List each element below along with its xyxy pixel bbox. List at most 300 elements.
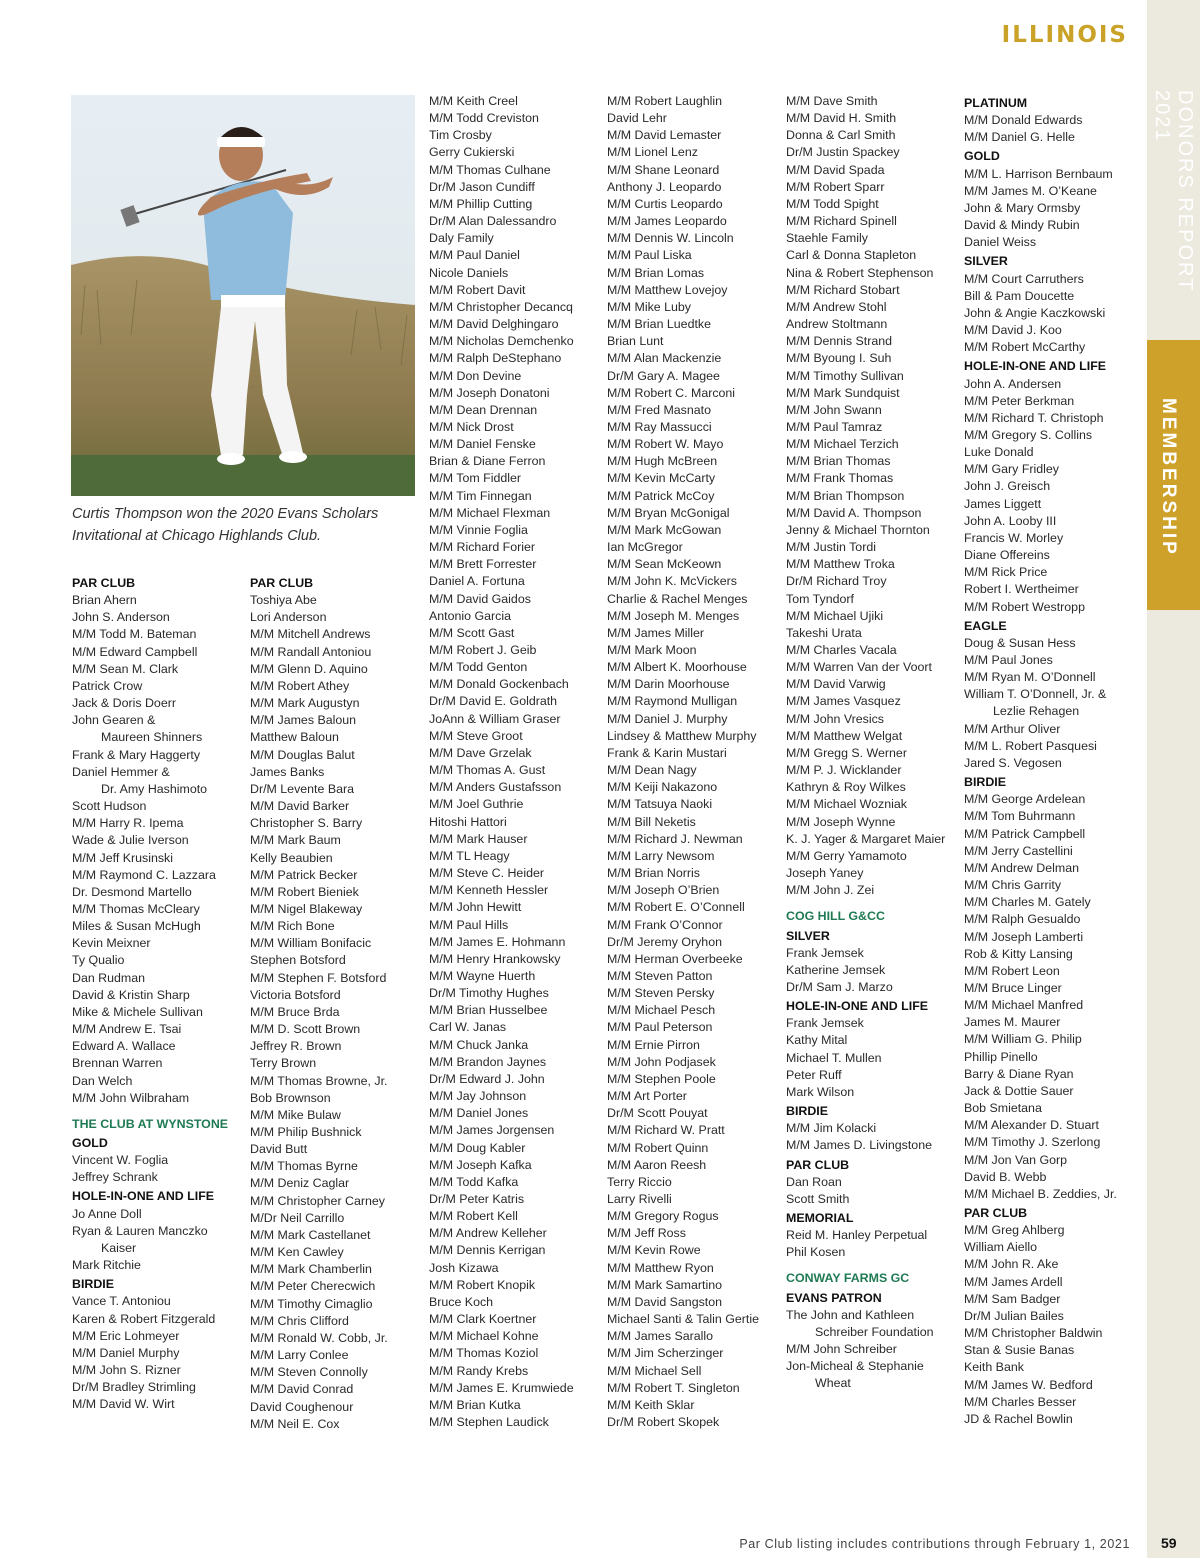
donor-name: M/M Bruce Linger: [964, 980, 1062, 995]
donor-name: John & Mary Ormsby: [964, 200, 1081, 215]
donor-name: M/M Robert Laughlin: [607, 94, 723, 108]
donor-name: M/M Daniel Fenske: [429, 437, 536, 452]
donor-name: M/M James E. Hohmann: [429, 934, 566, 949]
donor-name: Bruce Koch: [429, 1294, 494, 1309]
club-heading: COG HILL G&CC: [786, 909, 885, 924]
donor-name: Joseph Yaney: [786, 866, 864, 881]
level-heading: PAR CLUB: [72, 576, 136, 590]
donor-name: Kevin Meixner: [72, 936, 151, 951]
donor-name: Stephen Botsford: [250, 953, 346, 968]
donor-name: Dr/M David E. Goldrath: [429, 694, 558, 709]
donor-name: Takeshi Urata: [786, 625, 862, 640]
donor-name: Carl & Donna Stapleton: [786, 248, 917, 263]
donor-name: M/M Paul Liska: [607, 248, 692, 263]
donor-name: Mike & Michele Sullivan: [72, 1004, 203, 1019]
level-heading: SILVER: [786, 928, 830, 943]
level-heading: EAGLE: [964, 618, 1007, 633]
donor-name: M/M Paul Tamraz: [786, 419, 883, 434]
donor-name: M/M Thomas Koziol: [429, 1346, 539, 1361]
donor-name: M/M Michael Kohne: [429, 1329, 539, 1344]
donor-name: Victoria Botsford: [250, 987, 341, 1002]
donor-name: M/M Michael Flexman: [429, 505, 551, 520]
level-heading: BIRDIE: [964, 775, 1006, 790]
donor-name: M/M Chris Clifford: [250, 1313, 349, 1328]
donor-name: Diane Offereins: [964, 548, 1050, 563]
donor-name-continued: Kaiser: [101, 1240, 137, 1255]
donor-name: M/M Charles Vacala: [786, 643, 897, 657]
donor-name: Josh Kizawa: [429, 1260, 499, 1275]
donor-name: M/M Mark Chamberlin: [250, 1262, 372, 1277]
donor-name: M/M Sean McKeown: [607, 557, 722, 572]
donor-name: M/M D. Scott Brown: [250, 1022, 361, 1037]
donor-name: M/M Todd Creviston: [429, 111, 539, 126]
donor-name: M/M Keith Sklar: [607, 1397, 695, 1412]
donor-name: M/M Robert Knopik: [429, 1277, 536, 1292]
donor-name: M/M Neil E. Cox: [250, 1416, 340, 1431]
donor-name: M/M Ryan M. O’Donnell: [964, 670, 1096, 685]
donor-name: M/M James Vasquez: [786, 694, 901, 709]
donor-name: M/M Steve Groot: [429, 728, 523, 743]
donor-name: M/M Jeff Krusinski: [72, 850, 173, 865]
donor-name: Scott Hudson: [72, 799, 147, 814]
donor-name: Bob Brownson: [250, 1090, 331, 1105]
donor-name: M/M Joseph Kafka: [429, 1157, 532, 1172]
donor-name: Mark Ritchie: [72, 1258, 141, 1273]
donor-name: M/M Robert Kell: [429, 1209, 518, 1224]
donor-name: Bob Smietana: [964, 1101, 1042, 1116]
donor-name: M/M David Lemaster: [607, 128, 722, 143]
donor-name: Ty Qualio: [72, 953, 125, 968]
donor-name: M/M Donald Gockenbach: [429, 677, 569, 692]
donor-name: Larry Rivelli: [607, 1192, 672, 1206]
donor-name: M/M David Delghingaro: [429, 317, 559, 332]
donor-name: M/M Rich Bone: [250, 919, 335, 934]
donor-name: M/M Brian Thomas: [786, 454, 891, 469]
donor-name: M/M Robert Leon: [964, 963, 1060, 978]
donor-name: M/M Mark Hauser: [429, 831, 528, 846]
donor-name: Antonio Garcia: [429, 608, 511, 623]
donor-name: M/M Mark Augustyn: [250, 696, 360, 711]
donor-name: Ian McGregor: [607, 540, 683, 555]
donor-name: Kelly Beaubien: [250, 850, 333, 865]
donor-name: M/M Shane Leonard: [607, 162, 720, 177]
donor-name: M/M Brian Norris: [607, 866, 700, 881]
donor-name: M/M Bruce Brda: [250, 1004, 340, 1019]
donor-name: M/M Brian Luedtke: [607, 317, 711, 332]
donor-name: Jo Anne Doll: [72, 1206, 142, 1221]
donor-name: M/M Clark Koertner: [429, 1312, 537, 1327]
level-heading: BIRDIE: [72, 1277, 114, 1292]
donor-name: Dr/M Gary A. Magee: [607, 368, 720, 383]
donor-name: Bill & Pam Doucette: [964, 288, 1075, 303]
donor-name: Gerry Cukierski: [429, 145, 515, 160]
donor-name: M/M Charles Besser: [964, 1394, 1077, 1409]
donor-name: M/M Daniel Jones: [429, 1106, 529, 1121]
donor-name: M/M Scott Gast: [429, 625, 515, 640]
donor-name: M/M Daniel Murphy: [72, 1345, 180, 1360]
donor-name: M/M Steven Patton: [607, 968, 713, 983]
donor-name: M/M Daniel G. Helle: [964, 130, 1075, 145]
donor-name: M/M Alexander D. Stuart: [964, 1118, 1099, 1133]
section-label: MEMBERSHIP: [1158, 398, 1179, 557]
donor-name: M/M Timothy Cimaglio: [250, 1296, 373, 1311]
donor-name: Dr/M Bradley Strimling: [72, 1380, 196, 1395]
donor-name: Jared S. Vegosen: [964, 755, 1062, 770]
donor-name: M/M Donald Edwards: [964, 113, 1083, 128]
donor-name: Karen & Robert Fitzgerald: [72, 1311, 216, 1326]
donor-name: M/M Eric Lohmeyer: [72, 1328, 180, 1343]
donor-name: M/M Dave Grzelak: [429, 745, 532, 760]
donor-name: M/M David Varwig: [786, 677, 886, 692]
donor-name: M/M James Sarallo: [607, 1329, 714, 1344]
donor-name-continued: Dr. Amy Hashimoto: [101, 781, 208, 796]
donor-name: M/M Alan Mackenzie: [607, 351, 722, 366]
donor-name: M/M Christopher Carney: [250, 1193, 385, 1208]
donor-name: M/M John Wilbraham: [72, 1090, 190, 1105]
donor-name: M/M Andrew Delman: [964, 860, 1079, 875]
donor-name: M/M Byoung I. Suh: [786, 351, 892, 366]
donor-name: Dr/M Timothy Hughes: [429, 986, 549, 1001]
donor-name: M/M Michael Pesch: [607, 1003, 716, 1018]
donor-name: M/M Joseph Wynne: [786, 814, 896, 829]
donor-name: Frank Jemsek: [786, 945, 864, 960]
donor-name: M/M Randy Krebs: [429, 1363, 529, 1378]
donor-name: M/M Mark Moon: [607, 643, 697, 657]
donor-name: M/M Warren Van der Voort: [786, 660, 932, 675]
donor-name: M/M Randall Antoniou: [250, 644, 372, 659]
level-heading: SILVER: [964, 254, 1008, 269]
donor-name: Jeffrey R. Brown: [250, 1039, 342, 1054]
donor-name: M/M Arthur Oliver: [964, 721, 1061, 736]
donor-name: JD & Rachel Bowlin: [964, 1411, 1073, 1426]
donor-name: M/M Tim Finnegan: [429, 488, 532, 503]
donor-name: David & Mindy Rubin: [964, 218, 1080, 233]
donor-name: Brian & Diane Ferron: [429, 454, 546, 469]
donor-name: M/M Andrew Stohl: [786, 299, 887, 314]
donor-name: Dr/M Sam J. Marzo: [786, 979, 893, 994]
donor-name: Dan Welch: [72, 1073, 133, 1088]
donor-name: M/M Todd Spight: [786, 196, 879, 211]
donor-name: M/M James Ardell: [964, 1274, 1063, 1289]
donor-name: M/M Dean Drennan: [429, 402, 538, 417]
donor-name: M/M Thomas McCleary: [72, 901, 200, 916]
donor-name: M/M Deniz Caglar: [250, 1176, 350, 1191]
donor-name: M/M TL Heagy: [429, 848, 510, 863]
section-tab: [1147, 340, 1200, 610]
donor-name: M/M Stephen Poole: [607, 1071, 716, 1086]
donor-name: M/M David H. Smith: [786, 111, 897, 126]
donor-name: M/M Larry Conlee: [250, 1348, 349, 1363]
level-heading: HOLE-IN-ONE AND LIFE: [786, 999, 929, 1014]
donor-name: M/M Robert E. O’Connell: [607, 900, 745, 915]
donor-name: JoAnn & William Graser: [429, 711, 561, 726]
donor-name: M/M Keith Creel: [429, 94, 518, 108]
donor-name: M/M Paul Hills: [429, 917, 509, 932]
donor-name: M/M John S. Rizner: [72, 1363, 181, 1378]
donor-name: William T. O’Donnell, Jr. &: [964, 687, 1107, 702]
donor-name: Jeffrey Schrank: [72, 1170, 158, 1185]
donor-name: M/M Robert Bieniek: [250, 884, 359, 899]
donor-name: Dr/M Justin Spackey: [786, 145, 900, 160]
donor-name: M/M Philip Bushnick: [250, 1125, 362, 1139]
donor-name: M/M Robert McCarthy: [964, 340, 1086, 355]
donor-name: Anthony J. Leopardo: [607, 179, 722, 194]
donor-name: M/M Kenneth Hessler: [429, 883, 549, 898]
donor-name: M/M Ernie Pirron: [607, 1037, 700, 1052]
donor-name: M/M Bryan McGonigal: [607, 505, 730, 520]
donor-name: M/M Richard Stobart: [786, 282, 900, 297]
donor-name: M/M David Spada: [786, 162, 885, 177]
donor-name: Brian Lunt: [607, 334, 664, 349]
donor-name: James Banks: [250, 764, 325, 779]
donor-name: M/Dr Neil Carrillo: [250, 1210, 345, 1225]
donor-name: M/M Anders Gustafsson: [429, 780, 562, 795]
donor-name: Vance T. Antoniou: [72, 1294, 171, 1309]
donor-name: M/M Christopher Decancq: [429, 299, 573, 314]
donor-name: M/M Dennis Kerrigan: [429, 1243, 546, 1258]
donor-name: Frank & Karin Mustari: [607, 745, 727, 760]
donor-name: M/M Robert Athey: [250, 678, 350, 693]
report-title: DONORS REPORT 2021: [1151, 90, 1196, 292]
donor-column-4: [607, 93, 759, 1431]
donor-name: M/M Nigel Blakeway: [250, 901, 363, 916]
donor-name: M/M Brian Kutka: [429, 1397, 521, 1412]
donor-name: M/M L. Robert Pasquesi: [964, 738, 1097, 753]
donor-column-2: [250, 573, 388, 1433]
donor-name: Dr/M Robert Skopek: [607, 1415, 720, 1430]
donor-name: M/M Paul Jones: [964, 653, 1053, 667]
donor-name: Daly Family: [429, 231, 494, 246]
donor-name: M/M David Conrad: [250, 1382, 354, 1397]
donor-name: Dr/M Jeremy Oryhon: [607, 934, 722, 949]
donor-name: M/M Frank Thomas: [786, 471, 894, 486]
donor-name: M/M Dennis Strand: [786, 334, 893, 349]
donor-name: The John and Kathleen: [786, 1307, 915, 1322]
donor-name: M/M Brian Husselbee: [429, 1003, 548, 1018]
donor-name: Miles & Susan McHugh: [72, 919, 201, 934]
donor-name: M/M Justin Tordi: [786, 540, 876, 555]
donor-name: John A. Looby III: [964, 513, 1057, 528]
donor-name: M/M Joseph Donatoni: [429, 385, 550, 400]
donor-name: M/M Chris Garrity: [964, 878, 1062, 893]
donor-name: M/M Dean Nagy: [607, 763, 697, 778]
donor-name: M/M Bill Neketis: [607, 814, 696, 829]
donor-name: Wade & Julie Iverson: [72, 833, 189, 848]
donor-name: M/M Andrew E. Tsai: [72, 1022, 182, 1037]
donor-name: M/M Matthew Troka: [786, 557, 895, 572]
donor-name: M/M Nicholas Demchenko: [429, 334, 574, 349]
donor-name: David B. Webb: [964, 1169, 1047, 1184]
donor-name: Dr/M Scott Pouyat: [607, 1106, 708, 1121]
donor-name: Dr/M Edward J. John: [429, 1071, 545, 1086]
donor-name: M/M Doug Kabler: [429, 1140, 526, 1155]
donor-name: M/M Mark Baum: [250, 833, 341, 848]
donor-name: M/M James D. Livingstone: [786, 1138, 932, 1153]
donor-name: M/M Raymond Mulligan: [607, 694, 738, 709]
donor-name-continued: Schreiber Foundation: [815, 1324, 934, 1339]
donor-name: Scott Smith: [786, 1191, 850, 1206]
donor-name: M/M Paul Peterson: [607, 1020, 713, 1035]
donor-name: M/M Ronald W. Cobb, Jr.: [250, 1330, 388, 1345]
donor-name: Patrick Crow: [72, 678, 143, 693]
donor-name: M/M Joseph O’Brien: [607, 883, 720, 898]
donor-name: Ryan & Lauren Manczko: [72, 1223, 208, 1238]
donor-name: M/M David Sangston: [607, 1294, 723, 1309]
donor-name: M/M John Swann: [786, 402, 882, 417]
donor-name: M/M Thomas Browne, Jr.: [250, 1073, 388, 1088]
donor-name: Terry Brown: [250, 1056, 317, 1071]
donor-name: Hitoshi Hattori: [429, 814, 507, 829]
level-heading: MEMORIAL: [786, 1211, 854, 1225]
donor-name: Phillip Pinello: [964, 1049, 1038, 1064]
donor-name: M/M Timothy J. Szerlong: [964, 1135, 1101, 1150]
donor-name: M/M Michael Sell: [607, 1363, 702, 1378]
donor-name: Peter Ruff: [786, 1067, 842, 1082]
donor-name: Daniel Weiss: [964, 235, 1037, 250]
donor-name: M/M John Podjasek: [607, 1054, 716, 1069]
donor-name: John Gearen &: [72, 713, 156, 728]
donor-name: M/M Mark Sundquist: [786, 385, 900, 400]
donor-name: John J. Greisch: [964, 479, 1051, 494]
donor-name: M/M James W. Bedford: [964, 1377, 1093, 1392]
donor-name: Brennan Warren: [72, 1056, 163, 1071]
donor-name: M/M Michael Terzich: [786, 437, 899, 452]
donor-name: Edward A. Wallace: [72, 1039, 176, 1054]
donor-name: M/M Richard Forier: [429, 540, 536, 555]
donor-name: M/M Gregory S. Collins: [964, 427, 1093, 442]
donor-name: M/M Aaron Reesh: [607, 1157, 707, 1172]
donor-name: M/M Jay Johnson: [429, 1089, 527, 1104]
donor-column-5: [786, 93, 945, 1393]
donor-name: David & Kristin Sharp: [72, 987, 190, 1002]
donor-name: M/M Patrick Becker: [250, 867, 358, 882]
donor-name: M/M Jim Scherzinger: [607, 1346, 724, 1361]
donor-column-6: [964, 93, 1117, 1428]
donor-name: M/M Curtis Leopardo: [607, 196, 723, 211]
club-heading: THE CLUB AT WYNSTONE: [72, 1116, 229, 1131]
donor-name: Dr. Desmond Martello: [72, 884, 192, 899]
donor-name: M/M Court Carruthers: [964, 271, 1084, 286]
level-heading: BIRDIE: [786, 1104, 828, 1119]
donor-name: M/M Robert Sparr: [786, 179, 885, 194]
donor-name: M/M Albert K. Moorhouse: [607, 660, 747, 675]
donor-name: Lori Anderson: [250, 610, 327, 625]
donor-name: M/M Phillip Cutting: [429, 196, 533, 211]
donor-name: M/M Jerry Castellini: [964, 843, 1073, 858]
donor-name: Carl W. Janas: [429, 1020, 507, 1035]
golfer-photo: [71, 95, 415, 496]
donor-name: M/M James M. O’Keane: [964, 183, 1097, 198]
donor-name: M/M Brian Thompson: [786, 488, 905, 503]
donor-name: M/M Brian Lomas: [607, 265, 705, 280]
donor-name: M/M John Hewitt: [429, 900, 522, 915]
donor-name: Frank Jemsek: [786, 1016, 864, 1031]
donor-name: Kathy Mital: [786, 1033, 848, 1048]
donor-name: M/M Tom Buhrmann: [964, 809, 1076, 824]
donor-name: M/M Mark Samartino: [607, 1277, 722, 1292]
donor-name: M/M Herman Overbeeke: [607, 951, 743, 966]
donor-name: M/M Don Devine: [429, 368, 522, 383]
donor-name: M/M Michael Ujiki: [786, 608, 884, 623]
donor-name: M/M Stephen F. Botsford: [250, 970, 387, 985]
donor-name: Dr/M Jason Cundiff: [429, 179, 535, 194]
donor-name: M/M Daniel J. Murphy: [607, 711, 728, 726]
donor-name: M/M Lionel Lenz: [607, 145, 698, 160]
donor-name: M/M Chuck Janka: [429, 1037, 529, 1052]
donor-name: M/M Thomas Culhane: [429, 162, 551, 177]
donor-name: John & Angie Kaczkowski: [964, 305, 1106, 320]
donor-name: M/M Robert C. Marconi: [607, 385, 736, 400]
donor-name: M/M Ray Massucci: [607, 419, 712, 434]
donor-name: K. J. Yager & Margaret Maier: [786, 831, 946, 846]
donor-name: James Liggett: [964, 496, 1042, 511]
donor-name: M/M Sean M. Clark: [72, 661, 179, 676]
donor-name: Daniel Hemmer &: [72, 764, 170, 779]
donor-name: M/M Ken Cawley: [250, 1245, 344, 1260]
level-heading: GOLD: [964, 149, 1000, 164]
donor-name: M/M Fred Masnato: [607, 402, 711, 417]
donor-name: Dr/M Peter Katris: [429, 1192, 525, 1206]
donor-name: Toshiya Abe: [250, 593, 317, 608]
photo-caption: Curtis Thompson won the 2020 Evans Scholars Invitational at Chicago Highlands Club.: [72, 506, 379, 544]
donor-name: M/M Richard W. Pratt: [607, 1123, 725, 1138]
level-heading: EVANS PATRON: [786, 1290, 882, 1305]
donor-name: M/M Mark Castellanet: [250, 1227, 371, 1242]
page-number: 59: [1161, 1535, 1177, 1551]
donor-name: Jack & Doris Doerr: [72, 696, 176, 711]
donor-column-3: [429, 93, 574, 1431]
donor-name: Lindsey & Matthew Murphy: [607, 728, 757, 743]
donor-name: Phil Kosen: [786, 1245, 846, 1260]
donor-name: M/M Charles M. Gately: [964, 895, 1091, 910]
donor-name: M/M Thomas A. Gust: [429, 763, 546, 778]
donor-name: M/M Harry R. Ipema: [72, 816, 184, 831]
donor-name: M/M Todd M. Bateman: [72, 627, 197, 642]
donor-name: M/M Matthew Welgat: [786, 728, 903, 743]
donor-name: M/M Joel Guthrie: [429, 797, 524, 812]
donor-name: M/M Brett Forrester: [429, 557, 537, 572]
donor-name: Jenny & Michael Thornton: [786, 522, 930, 537]
donor-name: M/M Michael B. Zeddies, Jr.: [964, 1186, 1117, 1201]
donor-name: M/M Ralph Gesualdo: [964, 912, 1081, 927]
donor-name: Kathryn & Roy Wilkes: [786, 780, 906, 795]
donor-name: M/M Matthew Ryon: [607, 1260, 714, 1275]
donor-column-1: [72, 573, 228, 1414]
donor-name: William Aiello: [964, 1240, 1037, 1255]
donor-name: M/M Nick Drost: [429, 419, 514, 434]
donor-name: Rob & Kitty Lansing: [964, 946, 1073, 961]
donor-name: M/M Robert Quinn: [607, 1140, 709, 1155]
donor-name: M/M Thomas Byrne: [250, 1159, 358, 1174]
level-heading: PLATINUM: [964, 96, 1028, 110]
donor-name: Vincent W. Foglia: [72, 1153, 169, 1168]
donor-name: M/M Gary Fridley: [964, 462, 1059, 477]
level-heading: HOLE-IN-ONE AND LIFE: [964, 359, 1107, 374]
donor-name: John S. Anderson: [72, 610, 170, 625]
donor-name: M/M John J. Zei: [786, 883, 875, 898]
level-heading: PAR CLUB: [250, 576, 314, 590]
level-heading: GOLD: [72, 1136, 108, 1150]
donor-name: Tom Tyndorf: [786, 591, 854, 606]
donor-name: M/M Sam Badger: [964, 1291, 1061, 1306]
donor-name: M/M Edward Campbell: [72, 644, 198, 659]
donor-name-continued: Maureen Shinners: [101, 730, 203, 745]
donor-name: M/M Gregory Rogus: [607, 1209, 719, 1224]
donor-name: Frank & Mary Haggerty: [72, 747, 201, 762]
donor-name: M/M Mike Bulaw: [250, 1107, 341, 1122]
donor-name: Terry Riccio: [607, 1174, 672, 1189]
donor-name: Jack & Dottie Sauer: [964, 1083, 1074, 1098]
